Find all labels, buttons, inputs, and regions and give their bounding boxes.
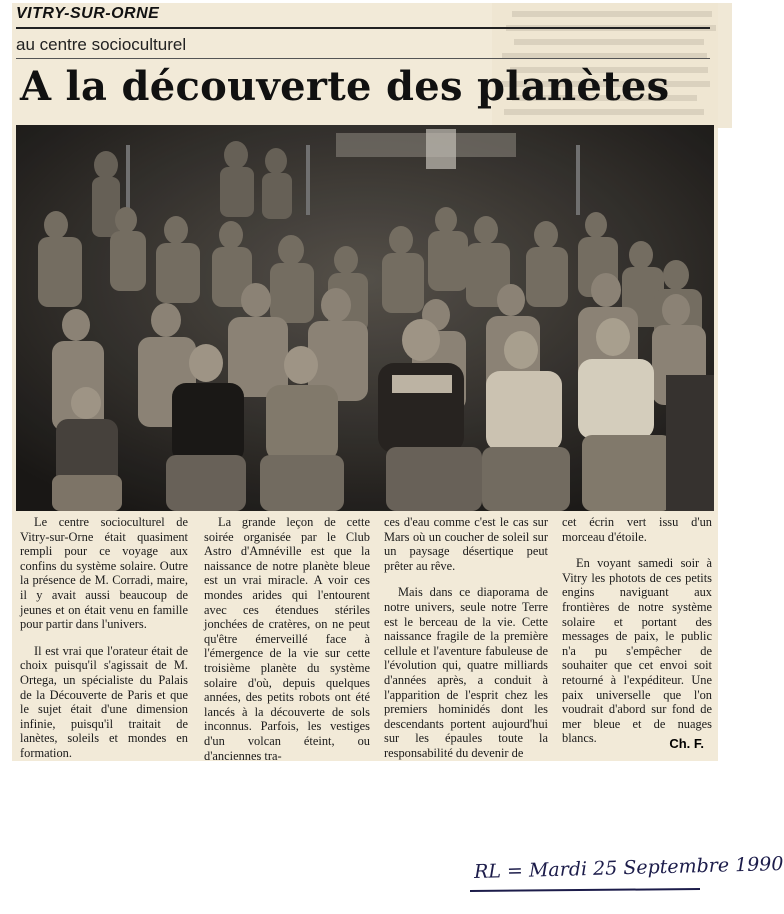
column-4 — [562, 515, 712, 746]
paragraph: ces d'eau comme c'est le cas sur Mars où un coucher de soleil sur un paysage désertique peut prêter au rêve. — [384, 515, 548, 573]
kicker-location: VITRY-SUR-ORNE — [16, 5, 160, 22]
subhead: au centre socioculturel — [16, 35, 187, 54]
headline: A la découverte des planètes — [20, 63, 670, 110]
handwritten-date-note: RL = Mardi 25 Septembre 1990 — [473, 852, 784, 884]
newspaper-clipping — [12, 3, 718, 761]
audience-photo — [16, 125, 714, 511]
top-rule — [16, 27, 710, 29]
paragraph: En voyant samedi soir à Vitry les photots de ces petits engins naviguant aux frontières de notre système solaire et portant des messages de paix, le public n'a pu s'empêcher de souhaiter que cet envoi soit retourné à l'expéditeur. Une paix universelle que l'on voudrait d'abord sur fond de mer bleue et de nuages blancs. — [562, 556, 712, 746]
author-signature: Ch. F. — [669, 736, 704, 751]
paragraph: Il est vrai que l'orateur était de choix puisqu'il s'agissait de M. Ortega, un spécialiste du Palais de la Découverte de Paris et que le sujet était d'une dimension infinie, puisqu'il traitait de lanètes, soleils et mondes en formation. — [20, 643, 188, 760]
handwritten-underline — [470, 888, 700, 892]
subhead-rule — [16, 58, 710, 59]
article-body — [16, 515, 714, 763]
paragraph: Le centre socioculturel de Vitry-sur-Orne était quasiment rempli pour ce voyage aux confins du système solaire. Outre la présence de M. Corradi, maire, il y avait aussi beaucoup de jeunes et on était venu en famille pour partir dans l'univers. — [20, 515, 188, 632]
paragraph: cet écrin vert issu d'un morceau d'étoile. — [562, 515, 712, 544]
column-3 — [384, 515, 548, 761]
column-2 — [204, 515, 370, 763]
column-1 — [20, 515, 188, 761]
paragraph: La grande leçon de cette soirée organisée par le Club Astro d'Amnéville est que la naissance de notre planète bleue est un vrai miracle. A voir ces mondes arides qui l'entourent avec ces étendues stériles jonchées de cratères, on ne peut qu'être émerveillé face à l'émergence de la vie sur cette troisième planète du système solaire d'où, depuis quelques années, des petits robots ont été lancés à la découverte de sols inconnus. Parfois, les vestiges d'un volcan éteint, ou d'anciennes tra- — [204, 515, 370, 763]
paragraph: Mais dans ce diaporama de notre univers, seule notre Terre est le berceau de la vie. Cette naissance fragile de la première cellule et l'aventure fabuleuse de l'évolution qui, quatre milliards d'années après, a conduit à l'apparition de l'esprit chez les premiers hominidés dont les descendants portent aujourd'hui sur les épaules toute la responsabilité du devenir de — [384, 585, 548, 760]
